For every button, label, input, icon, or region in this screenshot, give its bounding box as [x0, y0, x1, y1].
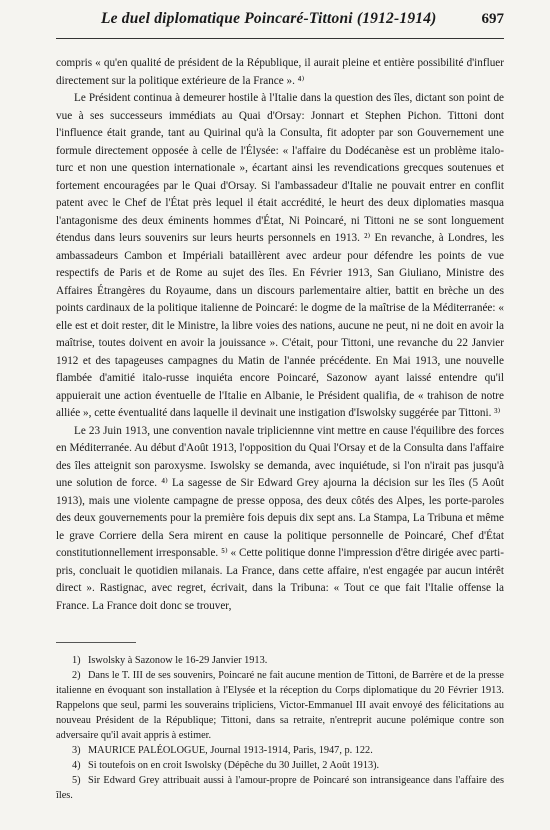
footnote-marker: 4) — [72, 760, 81, 771]
running-title: Le duel diplomatique Poincaré-Tittoni (1912-1914) — [100, 10, 437, 27]
footnote-rule — [56, 642, 136, 643]
footnote-marker: 2) — [72, 670, 81, 681]
footnote-text: Si toutefois on en croit Iswolsky (Dépêche du 30 Juillet, 2 Août 1913). — [88, 760, 380, 771]
footnote — [56, 653, 504, 668]
paragraph: compris « qu'en qualité de président de la République, il aurait pleine et entière possibilité d'influer directement sur la politique extérieure de la France ». ⁴⁾ — [56, 57, 504, 87]
paragraph: Le Président continua à demeurer hostile à l'Italie dans la question des îles, dictant son point de vue à ses successeurs immédiats au Quai d'Orsay: Jonnart et Stephen Pichon. Tittoni dont l'influence était grande, tant au Quirinal qu'à la Consulta, fit adopter par son Gouvernement une formule directement opposée à celle de l'Élysée: « l'affaire du Dodécanèse est un problème italo-turc et non une question internationale », écartant ainsi les revendications grecques soutenues et fortement encouragées par le Quai d'Orsay. Si l'ambassadeur d'Italie ne pouvait entrer en conflit patent avec le Chef de l'État près lequel il était accrédité, le heurt des deux diplomaties masqua l'antagonisme des deux éminents hommes d'État, Ni Poincaré, ni Tittoni ne se sont longuement étendus dans leurs souvenirs sur leurs heurts personnels en 1913. ²⁾ En revanche, à Londres, les ambassadeurs Cambon et Impériali bataillèrent avec ardeur pour défendre les points de vue respectifs de Paris et de Rome au sujet des îles. En Février 1913, San Giuliano, Ministre des Affaires Étrangères du Royaume, dans un discours parlementaire altier, battit en brèche un des points cardinaux de la politique italienne de Poincaré: le dogme de la maîtrise de la Méditerranée: « elle est et doit rester, dit le Ministre, la libre voies des nations, aucune ne peut, ni ne doit en avoir la maîtrise, toutes doivent en avoir la jouissance ». C'était, pour Tittoni, une revanche du 22 Janvier 1912 et des tapageuses campagnes du Matin de l'année précédente. En Mai 1913, une nouvelle flambée d'amitié italo-russe inquiéta encore Poincaré, Sazonow ayant laissé entendre qu'il appuierait une action éventuelle de l'Italie en Albanie, le Président qualifia, de « trahison de notre alliée », cette éventualité dans laquelle il devinait une instigation d'Iswolsky suggérée par Tittoni. ³⁾ — [56, 92, 504, 419]
footnote-marker: 1) — [72, 655, 81, 666]
footnote — [56, 773, 504, 803]
footnote-marker: 3) — [72, 745, 81, 756]
footnote-text: MAURICE PALÉOLOGUE, Journal 1913-1914, Paris, 1947, p. 122. — [88, 745, 373, 756]
footnote-marker: 5) — [72, 775, 81, 786]
footnote-text: Dans le T. III de ses souvenirs, Poincaré ne fait aucune mention de Tittoni, de Barrère et de la presse italienne en évoquant son installation à l'Elysée et la réception du Corps diplomatique du 20 Février 1913. Rappelons que seul, parmi les souverains tripliciens, Victor-Emmanuel III avait envoyé des félicitations au nouveau Président de la République; Tittoni, dans sa retraite, n'entreprit aucune polémique contre son adversaire qu'il avait appris à estimer. — [56, 670, 504, 741]
page-number: 697 — [481, 11, 504, 27]
header-rule — [56, 38, 504, 39]
body-text — [56, 55, 504, 615]
footnote — [56, 758, 504, 773]
footnotes — [56, 642, 504, 803]
page-header — [56, 10, 504, 38]
footnote-text: Iswolsky à Sazonow le 16-29 Janvier 1913. — [88, 655, 268, 666]
footnote — [56, 743, 504, 758]
footnote — [56, 668, 504, 743]
footnote-text: Sir Edward Grey attribuait aussi à l'amour-propre de Poincaré son intransigeance dans l'affaire des îles. — [56, 775, 504, 801]
paragraph: Le 23 Juin 1913, une convention navale tripliciennne vint mettre en cause l'équilibre des forces en Méditerranée. Au début d'Août 1913, l'opposition du Quai l'Orsay et de la Consulta dans l'affaire des îles atteignit son paroxysme. Iswolsky se demanda, avec inquiétude, si l'on n'irait pas jusqu'à une solution de force. ⁴⁾ La sagesse de Sir Edward Grey ajourna la décision sur les îles (5 Août 1913), mais une violente campagne de presse opposa, des deux côtés des Alpes, les porte-paroles des deux gouvernements pour la première fois depuis dix sept ans. La Stampa, La Tribuna et même le grave Corriere della Sera mirent en cause la politique personnelle de Poincaré, Chef d'État constitutionnellement irresponsable. ⁵⁾ « Cette politique donne l'impression d'être dirigée avec parti-pris, concluait le quotidien milanais. La France, dans cette affaire, n'est engagée par aucun intérêt direct ». Rastignac, avec regret, écrivait, dans la Tribuna: « Tout ce que fait l'Italie offense la France. La France doit donc se trouver, — [56, 424, 504, 612]
